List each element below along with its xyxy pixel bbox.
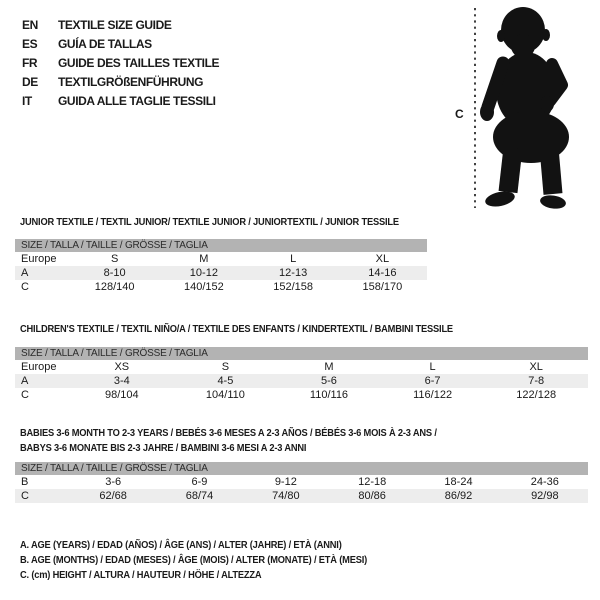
lang-title: TEXTILE SIZE GUIDE	[58, 18, 172, 32]
age-cell: 3-6	[105, 476, 122, 488]
age-cell: 7-8	[528, 375, 545, 387]
children-section-heading: CHILDREN'S TEXTILE / TEXTIL NIÑO/A / TEXTILE DES ENFANTS / KINDERTEXTIL / BAMBINI TESSILE	[20, 324, 453, 335]
lang-code: DE	[22, 75, 38, 89]
row-label: Europe	[21, 361, 57, 373]
size-table-header-bar: SIZE / TALLA / TAILLE / GRÖSSE / TAGLIA	[15, 347, 588, 360]
height-cell: 104/110	[205, 389, 245, 401]
lang-title: TEXTILGRÖßENFÜHRUNG	[58, 75, 204, 89]
legend-height-cm: C. (cm) HEIGHT / ALTURA / HAUTEUR / HÖHE / ALTEZZA	[20, 570, 262, 581]
height-measure-label: C	[455, 107, 464, 121]
lang-row-it	[22, 92, 219, 111]
size-cell: S	[110, 253, 119, 265]
age-cell: 18-24	[444, 476, 473, 488]
children-size-table	[15, 347, 588, 402]
age-cell: 8-10	[103, 267, 126, 279]
lang-row-de	[22, 73, 219, 92]
babies-size-table	[15, 462, 588, 503]
size-table-header-bar: SIZE / TALLA / TAILLE / GRÖSSE / TAGLIA	[15, 239, 427, 252]
lang-row-en	[22, 16, 219, 35]
age-cell: 12-13	[279, 267, 308, 279]
row-label: A	[21, 267, 29, 279]
size-cell: L	[429, 361, 436, 373]
row-label: C	[21, 281, 29, 293]
height-cell: 74/80	[272, 490, 300, 502]
height-cell: 110/116	[309, 389, 349, 401]
lang-title: GUÍA DE TALLAS	[58, 37, 152, 51]
lang-row-es	[22, 35, 219, 54]
height-cell: 62/68	[99, 490, 127, 502]
size-cell: M	[199, 253, 209, 265]
lang-code: EN	[22, 18, 38, 32]
height-cell: 122/128	[516, 389, 557, 401]
legend-age-months: B. AGE (MONTHS) / EDAD (MESES) / ÂGE (MOIS) / ALTER (MONATE) / ETÀ (MESI)	[20, 555, 368, 566]
height-cell: 80/86	[358, 490, 386, 502]
lang-title: GUIDE DES TAILLES TEXTILE	[58, 56, 220, 70]
height-cell: 86/92	[444, 490, 473, 502]
lang-code: ES	[22, 37, 38, 51]
row-label: C	[21, 389, 29, 401]
height-cell: 140/152	[183, 281, 224, 293]
age-cell: 24-36	[530, 476, 559, 488]
age-cell: 12-18	[358, 476, 387, 488]
size-cell: XL	[529, 361, 543, 373]
height-cell: 98/104	[104, 389, 139, 401]
babies-section-heading	[20, 426, 437, 456]
age-cell: 9-12	[274, 476, 297, 488]
language-title-list	[22, 16, 219, 111]
junior-section-heading: JUNIOR TEXTILE / TEXTIL JUNIOR/ TEXTILE JUNIOR / JUNIORTEXTIL / JUNIOR TESSILE	[20, 217, 399, 228]
table-row	[15, 374, 588, 388]
size-cell: XL	[375, 253, 390, 265]
row-label: A	[21, 375, 29, 387]
row-label: C	[21, 490, 29, 502]
height-cell: 128/140	[94, 281, 135, 293]
baby-height-figure	[450, 0, 600, 220]
lang-title: GUIDA ALLE TAGLIE TESSILI	[58, 94, 216, 108]
lang-code: IT	[22, 94, 32, 108]
table-row	[15, 489, 588, 503]
baby-silhouette-icon	[450, 0, 600, 220]
measure-legend	[20, 538, 393, 583]
row-label: Europe	[21, 253, 57, 265]
age-cell: 14-16	[368, 267, 397, 279]
lang-code: FR	[22, 56, 38, 70]
junior-size-table	[15, 239, 427, 294]
table-row	[15, 266, 427, 280]
height-cell: 68/74	[185, 490, 214, 502]
row-label: B	[21, 476, 29, 488]
table-row	[15, 252, 427, 266]
age-cell: 6-7	[424, 375, 441, 387]
size-table-header-bar: SIZE / TALLA / TAILLE / GRÖSSE / TAGLIA	[15, 462, 588, 475]
age-cell: 3-4	[113, 375, 130, 387]
lang-row-fr	[22, 54, 219, 73]
age-cell: 5-6	[321, 375, 337, 387]
table-row	[15, 475, 588, 489]
age-cell: 4-5	[217, 375, 234, 387]
age-cell: 6-9	[191, 476, 208, 488]
size-cell: S	[221, 361, 230, 373]
age-cell: 10-12	[189, 267, 218, 279]
babies-heading-line2: BABYS 3-6 MONATE BIS 2-3 JAHRE / BAMBINI 3-6 MESI A 2-3 ANNI	[20, 443, 307, 454]
table-row	[15, 360, 588, 374]
height-cell: 92/98	[531, 490, 559, 502]
height-cell: 158/170	[362, 281, 403, 293]
height-cell: 152/158	[273, 281, 313, 293]
size-cell: L	[290, 253, 297, 265]
table-row	[15, 280, 427, 294]
babies-heading-line1: BABIES 3-6 MONTH TO 2-3 YEARS / BEBÉS 3-6 MESES A 2-3 AÑOS / BÉBÉS 3-6 MOIS À 2-3 ANS /	[20, 428, 437, 439]
legend-age-years: A. AGE (YEARS) / EDAD (AÑOS) / ÂGE (ANS) / ALTER (JAHRE) / ETÀ (ANNI)	[20, 540, 342, 551]
height-cell: 116/122	[413, 389, 453, 401]
size-cell: XS	[114, 361, 130, 373]
size-cell: M	[324, 361, 334, 373]
table-row	[15, 388, 588, 402]
